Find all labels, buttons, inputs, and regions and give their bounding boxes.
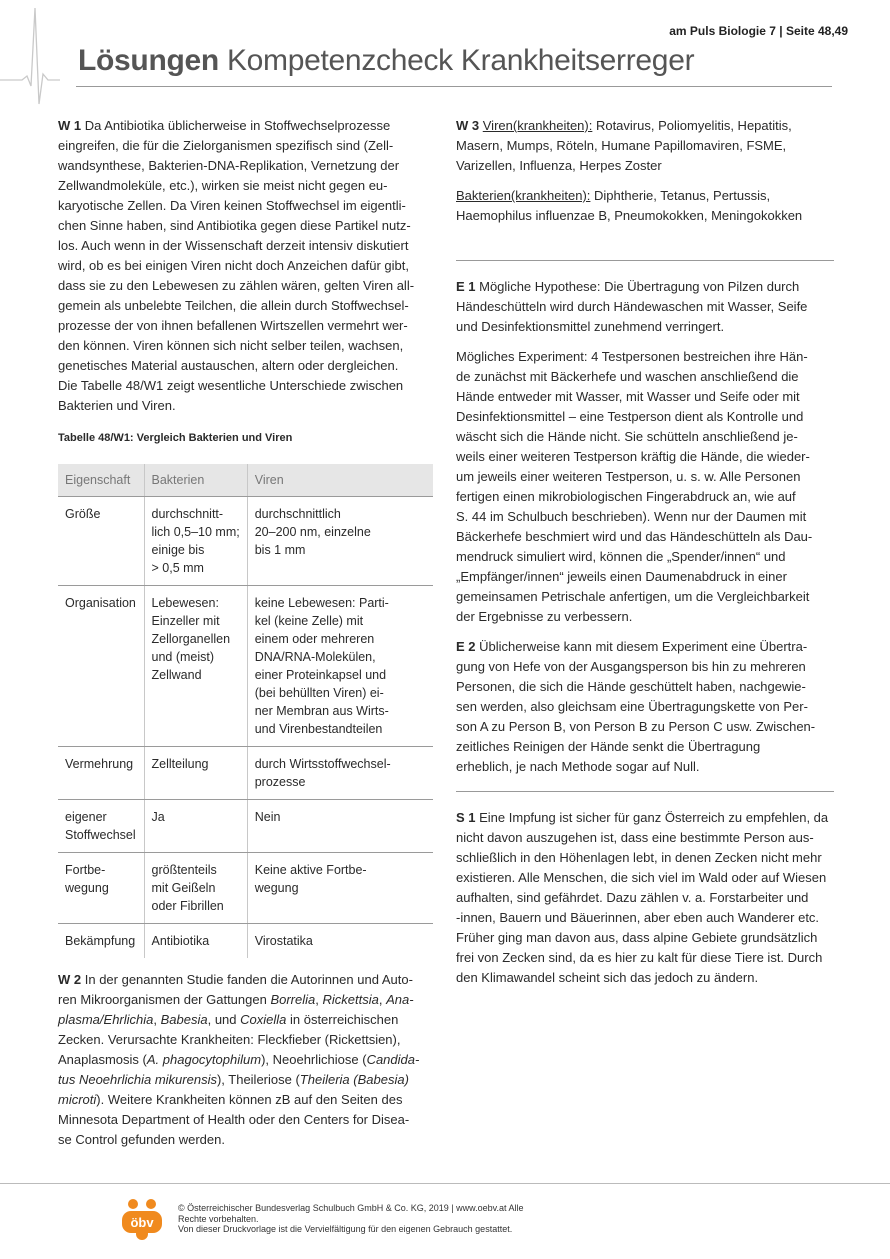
w2-text: ,: [153, 1012, 161, 1027]
e1-experiment-line: [456, 587, 834, 607]
e1-experiment-line: [456, 387, 834, 407]
table-cell-line: Nein: [254, 810, 281, 824]
table-cell-line: Antibiotika: [151, 934, 210, 948]
section-s1: [456, 808, 834, 988]
section-e2: [456, 637, 834, 777]
table-cell-line: bis 1 mm: [254, 543, 306, 557]
w1-text: wandsynthese, Bakterien-DNA-Replikation, Vernetzung der: [58, 158, 400, 173]
table-cell: [144, 747, 247, 800]
table-cell-line: Einzeller mit: [151, 614, 220, 628]
w1-text: Da Antibiotika üblicherweise in Stoffwechselprozesse: [84, 118, 391, 133]
s1-line: [456, 848, 834, 868]
table-cell-line: wegung: [65, 881, 109, 895]
w2-line: [58, 1050, 433, 1070]
s1-text: Eine Impfung ist sicher für ganz Österreich zu empfehlen, da: [475, 810, 829, 825]
w2-text: Zecken. Verursachte Krankheiten: Fleckfieber (Rickettsien),: [58, 1032, 401, 1047]
table-cell-line: einige bis: [151, 543, 205, 557]
e1-experiment-text: S. 44 im Schulbuch beschrieben). Wenn nur der Daumen mit: [456, 509, 807, 524]
e1-experiment-line: [456, 367, 834, 387]
w3-bakterien-line: [456, 206, 834, 226]
s1-line: [456, 828, 834, 848]
w1-line: [58, 236, 433, 256]
w2-text: ), Neoehrlichiose (: [261, 1052, 367, 1067]
e1-experiment-text: wäscht sich die Hände nicht. Sie schütteln anschließend je-: [456, 429, 798, 444]
s1-label: S 1: [456, 810, 476, 825]
w3-bakterien-text: Diphtherie, Tetanus, Pertussis,: [590, 188, 771, 203]
e2-line: [456, 697, 834, 717]
table-cell: [247, 800, 433, 853]
table-cell-line: ner Membran aus Wirts-: [254, 704, 389, 718]
e1-experiment-text: Mögliches Experiment: 4 Testpersonen bestreichen ihre Hän-: [456, 349, 808, 364]
e1-experiment-text: „Empfänger/innen“ jeweils einen Daumenabdruck in einer: [456, 569, 787, 584]
w1-line: [58, 256, 433, 276]
e1-experiment-line: [456, 507, 834, 527]
w1-text: karyotische Zellen. Da Viren keinen Stoffwechsel im eigentli-: [58, 198, 406, 213]
s1-text: den Klimawandel scheint sich das jedoch zu ändern.: [456, 970, 759, 985]
page-title: [78, 44, 694, 78]
e1-experiment-line: [456, 527, 834, 547]
table-cell: [58, 924, 144, 959]
table-header-cell: Eigenschaft: [58, 464, 144, 497]
table-cell: [144, 586, 247, 747]
table-cell-line: Stoffwechsel: [65, 828, 136, 842]
comparison-table: [58, 464, 433, 958]
w2-label: W 2: [58, 972, 82, 987]
s1-line: [456, 808, 834, 828]
footer-rule: [0, 1183, 890, 1184]
pulse-line-decoration: [0, 0, 60, 110]
title-bold: Lösungen: [78, 44, 219, 77]
table-cell-line: Vermehrung: [65, 757, 134, 771]
w1-text: chen Sinne haben, sind Antibiotika gegen diese Partikel nutz-: [58, 218, 411, 233]
table-cell: [58, 586, 144, 747]
w2-text: tus Neoehrlichia mikurensis: [58, 1072, 217, 1087]
section-w1: [58, 116, 433, 416]
w3-viren-text: Rotavirus, Poliomyelitis, Hepatitis,: [592, 118, 792, 133]
table-cell: [144, 497, 247, 586]
footer-text: [178, 1203, 523, 1235]
table-cell-line: und Virenbestandteilen: [254, 722, 383, 736]
w3-viren-text: Varizellen, Influenza, Herpes Zoster: [456, 158, 662, 173]
w2-line: [58, 1070, 433, 1090]
table-cell-line: wegung: [254, 881, 299, 895]
e1-experiment-line: [456, 487, 834, 507]
footer-line: Von dieser Druckvorlage ist die Vervielfältigung für den eigenen Gebrauch gestattet.: [178, 1224, 513, 1234]
e1-text: Mögliche Hypothese: Die Übertragung von Pilzen durch: [475, 279, 800, 294]
w1-text: prozesse der von ihnen befallenen Wirtszellen vermehrt wer-: [58, 318, 408, 333]
table-cell: [58, 747, 144, 800]
w2-text: Theileria (Babesia): [299, 1072, 409, 1087]
e1-experiment-line: [456, 347, 834, 367]
w2-text: A. phagocytophilum: [146, 1052, 262, 1067]
w1-text: eingreifen, die für die Zielorganismen spezifisch sind (Zell-: [58, 138, 394, 153]
title-rest: Kompetenzcheck Krankheitserreger: [218, 44, 695, 77]
w1-line: [58, 356, 433, 376]
table-row: [58, 586, 433, 747]
e2-line: [456, 637, 834, 657]
w2-line: [58, 990, 433, 1010]
w1-text: dass sie zu den Lebewesen zu zählen wären, gelten Viren all-: [58, 278, 415, 293]
e1-experiment-line: [456, 447, 834, 467]
table-cell-line: Fortbe-: [65, 863, 106, 877]
w1-text: los. Auch wenn in der Wissenschaft derzeit intensiv diskutiert: [58, 238, 409, 253]
title-rule: [76, 86, 832, 87]
s1-line: [456, 888, 834, 908]
table-cell-line: einem oder mehreren: [254, 632, 375, 646]
w1-line: [58, 196, 433, 216]
w3-viren-text: Masern, Mumps, Röteln, Humane Papillomaviren, FSME,: [456, 138, 787, 153]
s1-text: aufhalten, sind gefährdet. Dazu zählen v. a. Forstarbeiter und: [456, 890, 809, 905]
w2-text: Coxiella: [240, 1012, 287, 1027]
w2-text: ,: [315, 992, 323, 1007]
table-cell: [247, 586, 433, 747]
table-row: [58, 924, 433, 959]
section-divider: [456, 791, 834, 792]
e1-line: [456, 277, 834, 297]
w2-text: ). Weitere Krankheiten können zB auf den Seiten des: [96, 1092, 403, 1107]
e1-text: und Desinfektionsmittel zunehmend verringert.: [456, 319, 725, 334]
e2-text: son A zu Person B, von Person B zu Person C usw. Zwischen-: [456, 719, 816, 734]
w2-text: in österreichischen: [286, 1012, 399, 1027]
table-cell: [247, 924, 433, 959]
table-cell-line: keine Lebewesen: Parti-: [254, 596, 389, 610]
e1-experiment-line: [456, 427, 834, 447]
s1-line: [456, 948, 834, 968]
e1-experiment-line: [456, 607, 834, 627]
w3-bakterien-heading: Bakterien(krankheiten):: [456, 188, 591, 203]
w3-label: W 3: [456, 118, 480, 133]
table-cell-line: und (meist): [151, 650, 215, 664]
e1-experiment-text: Bäckerhefe beschmiert wird und das Händeschütteln als Dau-: [456, 529, 813, 544]
w2-line: [58, 970, 433, 990]
table-header-cell: Bakterien: [144, 464, 247, 497]
e1-label: E 1: [456, 279, 476, 294]
table-caption: Tabelle 48/W1: Vergleich Bakterien und Viren: [58, 432, 293, 444]
e1-experiment-text: weils einer weiteren Testperson kräftig die Hände, die wieder-: [456, 449, 810, 464]
w2-text: Babesia: [160, 1012, 208, 1027]
w1-line: [58, 116, 433, 136]
w2-text: In der genannten Studie fanden die Autorinnen und Auto-: [81, 972, 413, 987]
footer-line: © Österreichischer Bundesverlag Schulbuch GmbH & Co. KG, 2019 | www.oebv.at Alle: [178, 1203, 524, 1213]
w2-text: Rickettsia: [322, 992, 379, 1007]
e1-experiment-text: fertigen einen mikrobiologischen Fingerabdruck an, wie auf: [456, 489, 796, 504]
w2-line: [58, 1110, 433, 1130]
table-cell-line: 20–200 nm, einzelne: [254, 525, 371, 539]
e2-text: zeitliches Reinigen der Hände senkt die Übertragung: [456, 739, 761, 754]
table-cell-line: oder Fibrillen: [151, 899, 224, 913]
table-cell-line: Zellteilung: [151, 757, 209, 771]
w2-line: [58, 1030, 433, 1050]
w1-line: [58, 276, 433, 296]
s1-line: [456, 908, 834, 928]
w3-viren-line: [456, 136, 834, 156]
table-row: [58, 853, 433, 924]
w2-line: [58, 1010, 433, 1030]
w1-label: W 1: [58, 118, 82, 133]
table-cell-line: einer Proteinkapsel und: [254, 668, 387, 682]
table-cell-line: Bekämpfung: [65, 934, 136, 948]
w1-text: Zellwandmoleküle, etc.), wirken sie meist nicht gegen eu-: [58, 178, 388, 193]
table-cell-line: Zellorganellen: [151, 632, 231, 646]
e2-line: [456, 737, 834, 757]
w2-text: plasma/Ehrlichia: [58, 1012, 154, 1027]
e1-experiment-line: [456, 547, 834, 567]
e1-experiment-text: um jeweils einer weiteren Testperson, u. s. w. Alle Personen: [456, 469, 801, 484]
table-cell-line: durch Wirtsstoffwechsel-: [254, 757, 391, 771]
w2-line: [58, 1090, 433, 1110]
e1-experiment-text: Hände entweder mit Wasser, mit Wasser und Seife oder mit: [456, 389, 800, 404]
w1-line: [58, 376, 433, 396]
w3-viren-heading: Viren(krankheiten):: [482, 118, 593, 133]
w1-text: Bakterien und Viren.: [58, 398, 176, 413]
w1-line: [58, 316, 433, 336]
section-divider: [456, 260, 834, 261]
s1-text: frei von Zecken sind, da es hier zu kalt für diese Tiere ist. Durch: [456, 950, 823, 965]
logo-text: öbv: [130, 1215, 154, 1230]
w1-text: gemein als unbelebte Teilchen, die allein durch Stoffwechsel-: [58, 298, 409, 313]
w2-text: ), Theileriose (: [216, 1072, 300, 1087]
table-cell-line: Keine aktive Fortbe-: [254, 863, 367, 877]
e1-experiment-line: [456, 467, 834, 487]
e2-text: Üblicherweise kann mit diesem Experiment eine Übertra-: [475, 639, 808, 654]
w1-text: genetisches Material austauschen, altern oder dergleichen.: [58, 358, 399, 373]
w2-text: Anaplasmosis (: [58, 1052, 147, 1067]
s1-line: [456, 868, 834, 888]
table-row: [58, 747, 433, 800]
table-cell-line: Größe: [65, 507, 101, 521]
e1-experiment-text: der Ergebnisse zu verbessern.: [456, 609, 633, 624]
e2-label: E 2: [456, 639, 476, 654]
w1-text: den können. Viren können sich nicht selber teilen, wachsen,: [58, 338, 404, 353]
e1-experiment-text: Desinfektionsmittel – eine Testperson dient als Kontrolle und: [456, 409, 804, 424]
w1-line: [58, 156, 433, 176]
table-row: [58, 800, 433, 853]
table-cell-line: Organisation: [65, 596, 136, 610]
table-cell-line: Virostatika: [254, 934, 313, 948]
table-cell: [144, 853, 247, 924]
table-cell-line: kel (keine Zelle) mit: [254, 614, 364, 628]
section-e1: [456, 277, 834, 337]
w3-viren-line: [456, 116, 834, 136]
w2-text: ren Mikroorganismen der Gattungen: [58, 992, 271, 1007]
w1-text: Die Tabelle 48/W1 zeigt wesentliche Unterschiede zwischen: [58, 378, 404, 393]
table-cell-line: prozesse: [254, 775, 306, 789]
e2-text: Personen, die sich die Hände geschüttelt haben, nachgewie-: [456, 679, 806, 694]
e2-text: gung von Hefe von der Ausgangsperson bis hin zu mehreren: [456, 659, 806, 674]
w1-line: [58, 176, 433, 196]
s1-text: nicht davon auszugehen ist, dass eine bestimmte Person aus-: [456, 830, 814, 845]
w2-text: microti: [58, 1092, 97, 1107]
table-cell: [144, 800, 247, 853]
e2-text: sen werden, also gleichsam eine Übertragungskette von Per-: [456, 699, 808, 714]
w2-text: ,: [378, 992, 387, 1007]
table-row: [58, 497, 433, 586]
s1-text: schließlich in den Höhenlagen lebt, in denen Zecken nicht mehr: [456, 850, 822, 865]
table-cell-line: Zellwand: [151, 668, 202, 682]
oebv-logo: [120, 1196, 164, 1242]
s1-text: -innen, Bauern und Bäuerinnen, aber eben auch Wanderer etc.: [456, 910, 820, 925]
e2-line: [456, 677, 834, 697]
table-cell-line: mit Geißeln: [151, 881, 216, 895]
table-cell-line: Ja: [151, 810, 165, 824]
w3-bakterien-text: Haemophilus influenzae B, Pneumokokken, Meningokokken: [456, 208, 803, 223]
w1-line: [58, 136, 433, 156]
e2-text: erheblich, je nach Methode sogar auf Null.: [456, 759, 700, 774]
table-cell-line: > 0,5 mm: [151, 561, 204, 575]
table-cell-line: (bei behüllten Viren) ei-: [254, 686, 384, 700]
s1-line: [456, 968, 834, 988]
section-w3-viren: [456, 116, 834, 176]
w2-text: Borrelia: [270, 992, 316, 1007]
table-cell: [247, 747, 433, 800]
w2-text: Ana-: [386, 992, 414, 1007]
e1-line: [456, 297, 834, 317]
table-cell: [247, 853, 433, 924]
table-cell-line: DNA/RNA-Molekülen,: [254, 650, 376, 664]
section-e1-experiment: [456, 347, 834, 627]
table-cell-line: Lebewesen:: [151, 596, 219, 610]
section-w2: [58, 970, 433, 1150]
w1-line: [58, 296, 433, 316]
w1-text: wird, ob es bei einigen Viren nicht doch Anzeichen dafür gibt,: [58, 258, 409, 273]
w2-text: Candida-: [366, 1052, 420, 1067]
table-header-row: [58, 464, 433, 497]
w2-line: [58, 1130, 433, 1150]
table-cell: [144, 924, 247, 959]
table-cell-line: lich 0,5–10 mm;: [151, 525, 240, 539]
table-cell: [58, 800, 144, 853]
w1-line: [58, 396, 433, 416]
left-column: [58, 116, 433, 1160]
s1-text: existieren. Alle Menschen, die sich viel im Wald oder auf Wiesen: [456, 870, 827, 885]
right-column: [456, 116, 834, 998]
e1-experiment-text: mendruck simuliert wird, können die „Spender/innen“ und: [456, 549, 786, 564]
table-header-cell: Viren: [247, 464, 433, 497]
e1-experiment-text: gemeinsamen Petrischale anfertigen, um die Vergleichbarkeit: [456, 589, 810, 604]
table-body: [58, 497, 433, 959]
s1-line: [456, 928, 834, 948]
w1-line: [58, 216, 433, 236]
section-w3-bakterien: [456, 186, 834, 226]
s1-text: Früher ging man davon aus, dass alpine Gebiete grundsätzlich: [456, 930, 818, 945]
e2-line: [456, 657, 834, 677]
w2-text: , und: [207, 1012, 241, 1027]
table-cell: [58, 853, 144, 924]
table-cell-line: größtenteils: [151, 863, 217, 877]
w1-line: [58, 336, 433, 356]
footer-line: Rechte vorbehalten.: [178, 1213, 259, 1224]
e2-line: [456, 757, 834, 777]
table-cell: [58, 497, 144, 586]
e1-experiment-text: de zunächst mit Bäckerhefe und waschen anschließend die: [456, 369, 799, 384]
table-cell: [247, 497, 433, 586]
table-cell-line: durchschnittlich: [254, 507, 341, 521]
e1-experiment-line: [456, 567, 834, 587]
e1-text: Händeschütteln wird durch Händewaschen mit Wasser, Seife: [456, 299, 808, 314]
w3-bakterien-line: [456, 186, 834, 206]
table-cell-line: durchschnitt-: [151, 507, 224, 521]
w3-viren-line: [456, 156, 834, 176]
e2-line: [456, 717, 834, 737]
header-reference: am Puls Biologie 7 | Seite 48,49: [669, 24, 848, 38]
e1-line: [456, 317, 834, 337]
e1-experiment-line: [456, 407, 834, 427]
table-cell-line: eigener: [65, 810, 107, 824]
w2-text: Minnesota Department of Health oder den Centers for Disea-: [58, 1112, 410, 1127]
w2-text: se Control gefunden werden.: [58, 1132, 225, 1147]
